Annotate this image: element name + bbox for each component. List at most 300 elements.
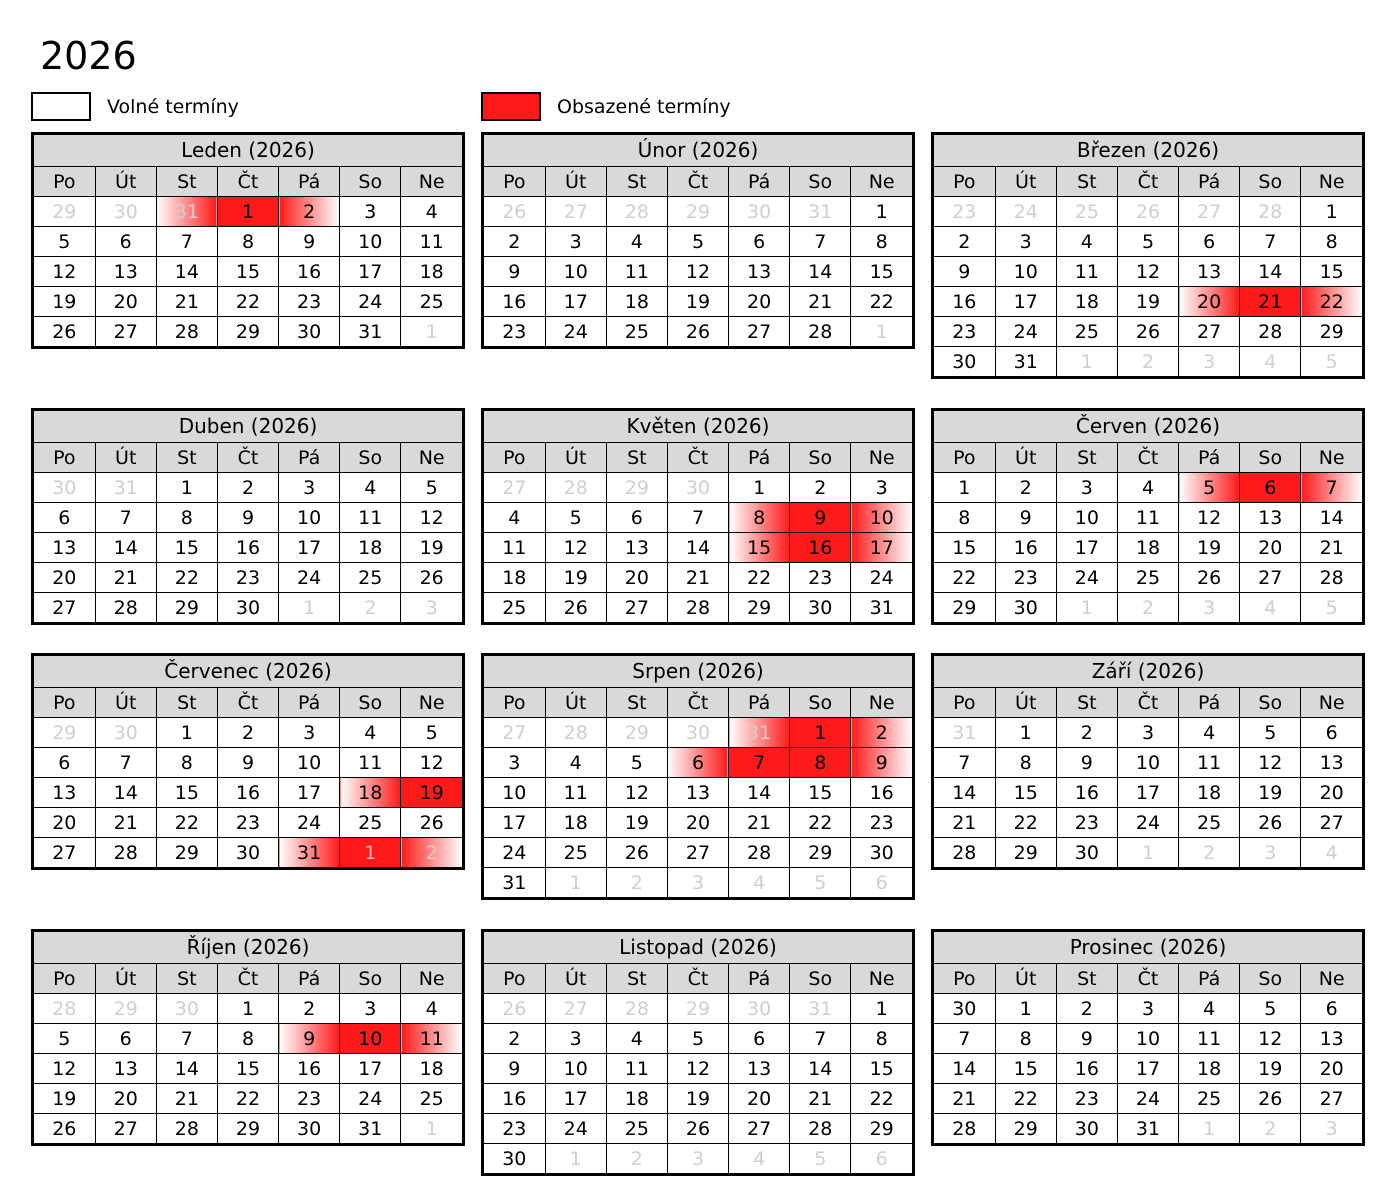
weekday-header: Po <box>934 167 995 197</box>
day-cell: 29 <box>995 838 1056 868</box>
day-cell: 29 <box>156 593 217 623</box>
weekday-header: So <box>1240 443 1301 473</box>
day-cell: 11 <box>1179 748 1240 778</box>
day-cell: 5 <box>1117 227 1178 257</box>
day-cell: 23 <box>279 1084 340 1114</box>
day-cell: 11 <box>1117 503 1178 533</box>
weekday-header: Čt <box>1117 964 1178 994</box>
day-cell: 25 <box>484 593 545 623</box>
weekday-header: Pá <box>279 688 340 718</box>
day-cell: 7 <box>1240 227 1301 257</box>
day-cell: 17 <box>1056 533 1117 563</box>
day-cell: 28 <box>156 1114 217 1144</box>
week-row <box>484 1084 912 1114</box>
day-cell: 13 <box>729 1054 790 1084</box>
day-cell: 4 <box>401 197 462 227</box>
day-cell: 29 <box>790 838 851 868</box>
day-cell: 21 <box>1301 533 1362 563</box>
day-cell: 30 <box>995 593 1056 623</box>
day-cell: 29 <box>729 593 790 623</box>
day-cell: 3 <box>667 1144 728 1174</box>
week-row <box>484 994 912 1024</box>
day-cell-busy: 6 <box>667 748 728 778</box>
week-row <box>934 533 1362 563</box>
week-row <box>34 778 462 808</box>
weekday-header: Út <box>995 688 1056 718</box>
day-cell: 18 <box>1117 533 1178 563</box>
day-cell: 30 <box>667 718 728 748</box>
day-cell: 20 <box>1240 533 1301 563</box>
day-cell: 12 <box>34 1054 95 1084</box>
day-cell: 2 <box>1179 838 1240 868</box>
day-cell: 6 <box>1301 718 1362 748</box>
day-cell: 31 <box>95 473 156 503</box>
day-cell: 28 <box>667 593 728 623</box>
day-cell: 29 <box>217 1114 278 1144</box>
day-cell: 30 <box>1056 1114 1117 1144</box>
day-cell: 2 <box>1117 347 1178 377</box>
day-cell: 4 <box>545 748 606 778</box>
month-title: Duben (2026) <box>34 411 462 443</box>
day-cell: 13 <box>1301 748 1362 778</box>
day-cell: 24 <box>279 808 340 838</box>
day-cell-busy: 9 <box>790 503 851 533</box>
day-cell: 2 <box>484 1024 545 1054</box>
day-cell: 4 <box>340 718 401 748</box>
week-row <box>934 718 1362 748</box>
day-cell: 9 <box>995 503 1056 533</box>
month-title: Listopad (2026) <box>484 932 912 964</box>
day-cell: 13 <box>606 533 667 563</box>
day-cell: 17 <box>340 1054 401 1084</box>
day-cell: 1 <box>217 994 278 1024</box>
week-row <box>34 503 462 533</box>
day-cell: 31 <box>995 347 1056 377</box>
day-cell: 22 <box>156 808 217 838</box>
day-cell: 31 <box>934 718 995 748</box>
weekday-header: Ne <box>401 167 462 197</box>
day-cell-busy: 31 <box>156 197 217 227</box>
week-row <box>484 718 912 748</box>
day-cell: 23 <box>1056 808 1117 838</box>
day-cell-busy: 6 <box>1240 473 1301 503</box>
day-cell: 27 <box>95 317 156 347</box>
day-cell: 31 <box>790 994 851 1024</box>
month-calendar <box>481 653 915 900</box>
week-row <box>484 1024 912 1054</box>
day-cell: 29 <box>606 718 667 748</box>
day-cell: 25 <box>1179 808 1240 838</box>
week-row <box>34 563 462 593</box>
month-title: Květen (2026) <box>484 411 912 443</box>
day-cell: 21 <box>790 1084 851 1114</box>
day-cell: 14 <box>729 778 790 808</box>
day-cell: 6 <box>34 503 95 533</box>
day-cell: 9 <box>1056 1024 1117 1054</box>
day-cell: 26 <box>1240 1084 1301 1114</box>
day-cell: 5 <box>545 503 606 533</box>
weekday-header: Ne <box>1301 443 1362 473</box>
day-cell: 3 <box>279 473 340 503</box>
day-cell: 23 <box>217 563 278 593</box>
weekday-header: Po <box>484 167 545 197</box>
day-cell: 20 <box>729 287 790 317</box>
day-cell: 29 <box>667 197 728 227</box>
weekday-header: Út <box>95 688 156 718</box>
day-cell: 16 <box>279 1054 340 1084</box>
day-cell-busy: 10 <box>851 503 912 533</box>
day-cell: 7 <box>790 1024 851 1054</box>
weekday-header: So <box>340 964 401 994</box>
day-cell: 5 <box>667 227 728 257</box>
day-cell: 17 <box>545 287 606 317</box>
week-row <box>934 838 1362 868</box>
day-cell: 12 <box>545 533 606 563</box>
day-cell: 1 <box>156 473 217 503</box>
day-cell: 1 <box>1301 197 1362 227</box>
day-cell-busy: 16 <box>790 533 851 563</box>
day-cell: 2 <box>934 227 995 257</box>
day-cell: 30 <box>729 994 790 1024</box>
day-cell: 3 <box>484 748 545 778</box>
weekday-header: Po <box>484 688 545 718</box>
day-cell: 19 <box>401 533 462 563</box>
week-row <box>934 808 1362 838</box>
day-cell: 21 <box>729 808 790 838</box>
day-cell: 23 <box>995 563 1056 593</box>
day-cell: 15 <box>217 1054 278 1084</box>
day-cell: 1 <box>1056 593 1117 623</box>
day-cell: 25 <box>606 1114 667 1144</box>
day-cell: 3 <box>1179 593 1240 623</box>
week-row <box>934 347 1362 377</box>
day-cell: 24 <box>340 287 401 317</box>
day-cell: 15 <box>156 778 217 808</box>
legend-free-label: Volné termíny <box>107 95 239 118</box>
day-cell: 9 <box>484 257 545 287</box>
day-cell-busy: 7 <box>729 748 790 778</box>
day-cell: 3 <box>401 593 462 623</box>
day-cell-busy: 22 <box>1301 287 1362 317</box>
day-cell: 3 <box>1301 1114 1362 1144</box>
day-cell: 13 <box>667 778 728 808</box>
day-cell: 14 <box>1301 503 1362 533</box>
day-cell: 8 <box>217 227 278 257</box>
week-row <box>34 718 462 748</box>
day-cell: 1 <box>1117 838 1178 868</box>
day-cell-busy: 17 <box>851 533 912 563</box>
day-cell: 29 <box>156 838 217 868</box>
month-title: Prosinec (2026) <box>934 932 1362 964</box>
day-cell: 14 <box>790 1054 851 1084</box>
day-cell-busy: 10 <box>340 1024 401 1054</box>
month-calendar <box>481 929 915 1176</box>
day-cell: 19 <box>1240 1054 1301 1084</box>
week-row <box>934 778 1362 808</box>
week-row <box>34 227 462 257</box>
day-cell: 20 <box>1301 1054 1362 1084</box>
day-cell: 16 <box>1056 778 1117 808</box>
day-cell: 19 <box>1240 778 1301 808</box>
day-cell: 12 <box>1240 1024 1301 1054</box>
year-title: 2026 <box>40 34 137 78</box>
day-cell: 11 <box>340 748 401 778</box>
day-cell: 3 <box>545 1024 606 1054</box>
day-cell: 4 <box>1240 347 1301 377</box>
week-row <box>484 287 912 317</box>
day-cell: 18 <box>1179 1054 1240 1084</box>
weekday-header: Po <box>934 443 995 473</box>
weekday-header: Út <box>995 443 1056 473</box>
day-cell: 1 <box>279 593 340 623</box>
week-row <box>34 533 462 563</box>
day-cell: 2 <box>790 473 851 503</box>
day-cell: 21 <box>790 287 851 317</box>
day-cell: 20 <box>34 808 95 838</box>
day-cell: 27 <box>484 718 545 748</box>
day-cell: 29 <box>34 718 95 748</box>
month-title: Červenec (2026) <box>34 656 462 688</box>
day-cell: 31 <box>340 317 401 347</box>
day-cell: 14 <box>95 533 156 563</box>
day-cell: 24 <box>545 317 606 347</box>
weekday-header: St <box>1056 964 1117 994</box>
week-row <box>34 1114 462 1144</box>
day-cell: 13 <box>34 533 95 563</box>
day-cell: 29 <box>934 593 995 623</box>
day-cell: 26 <box>545 593 606 623</box>
day-cell: 27 <box>606 593 667 623</box>
day-cell: 18 <box>1179 778 1240 808</box>
weekday-header: Po <box>34 443 95 473</box>
month-calendar <box>31 653 465 870</box>
day-cell: 10 <box>340 227 401 257</box>
day-cell: 27 <box>545 197 606 227</box>
day-cell: 25 <box>340 563 401 593</box>
day-cell-busy: 5 <box>1179 473 1240 503</box>
day-cell: 24 <box>545 1114 606 1144</box>
day-cell: 19 <box>1179 533 1240 563</box>
weekday-header: Pá <box>279 443 340 473</box>
day-cell: 16 <box>934 287 995 317</box>
day-cell: 14 <box>934 1054 995 1084</box>
day-cell: 19 <box>606 808 667 838</box>
day-cell: 15 <box>217 257 278 287</box>
day-cell: 3 <box>1179 347 1240 377</box>
week-row <box>934 473 1362 503</box>
weekday-header: Pá <box>1179 688 1240 718</box>
day-cell: 4 <box>606 1024 667 1054</box>
weekday-header: Po <box>934 964 995 994</box>
day-cell: 10 <box>545 1054 606 1084</box>
weekday-header: Ne <box>1301 688 1362 718</box>
weekday-header: Ne <box>401 443 462 473</box>
day-cell: 3 <box>340 197 401 227</box>
month-title: Srpen (2026) <box>484 656 912 688</box>
day-cell: 29 <box>667 994 728 1024</box>
day-cell: 6 <box>95 227 156 257</box>
day-cell: 28 <box>790 317 851 347</box>
day-cell: 22 <box>934 563 995 593</box>
weekday-header: Út <box>545 443 606 473</box>
day-cell: 3 <box>340 994 401 1024</box>
weekday-header: Čt <box>667 167 728 197</box>
day-cell: 11 <box>1056 257 1117 287</box>
weekday-header: Út <box>995 964 1056 994</box>
week-row <box>484 1114 912 1144</box>
day-cell: 18 <box>340 533 401 563</box>
day-cell: 31 <box>790 197 851 227</box>
day-cell: 21 <box>95 563 156 593</box>
week-row <box>484 197 912 227</box>
day-cell: 3 <box>995 227 1056 257</box>
day-cell: 10 <box>279 503 340 533</box>
weekday-header: Po <box>34 964 95 994</box>
day-cell-busy: 31 <box>279 838 340 868</box>
day-cell: 1 <box>851 994 912 1024</box>
weekday-header: Út <box>95 443 156 473</box>
day-cell: 26 <box>401 563 462 593</box>
day-cell-busy: 8 <box>790 748 851 778</box>
day-cell: 24 <box>1056 563 1117 593</box>
day-cell: 2 <box>1240 1114 1301 1144</box>
day-cell: 11 <box>484 533 545 563</box>
day-cell: 9 <box>1056 748 1117 778</box>
day-cell: 28 <box>934 838 995 868</box>
week-row <box>484 317 912 347</box>
day-cell: 18 <box>545 808 606 838</box>
weekday-header: Ne <box>851 443 912 473</box>
day-cell: 7 <box>934 1024 995 1054</box>
day-cell: 28 <box>95 593 156 623</box>
day-cell: 24 <box>1117 808 1178 838</box>
weekday-header: St <box>156 964 217 994</box>
day-cell: 21 <box>934 808 995 838</box>
day-cell: 23 <box>484 317 545 347</box>
day-cell: 19 <box>34 1084 95 1114</box>
day-cell: 12 <box>1240 748 1301 778</box>
weekday-header: St <box>1056 167 1117 197</box>
week-row <box>934 1084 1362 1114</box>
day-cell: 25 <box>340 808 401 838</box>
day-cell: 6 <box>1301 994 1362 1024</box>
day-cell: 1 <box>995 718 1056 748</box>
day-cell: 29 <box>606 473 667 503</box>
day-cell: 5 <box>1301 593 1362 623</box>
day-cell-busy: 9 <box>279 1024 340 1054</box>
day-cell-busy: 15 <box>729 533 790 563</box>
day-cell-busy: 1 <box>340 838 401 868</box>
weekday-header: Po <box>34 688 95 718</box>
day-cell: 17 <box>545 1084 606 1114</box>
day-cell: 6 <box>851 1144 912 1174</box>
day-cell: 3 <box>279 718 340 748</box>
weekday-header: Čt <box>1117 443 1178 473</box>
day-cell: 1 <box>545 1144 606 1174</box>
day-cell: 14 <box>156 257 217 287</box>
week-row <box>934 593 1362 623</box>
weekday-header: Ne <box>851 688 912 718</box>
weekday-header: Pá <box>279 167 340 197</box>
week-row <box>934 1054 1362 1084</box>
day-cell: 16 <box>484 287 545 317</box>
day-cell: 4 <box>484 503 545 533</box>
day-cell: 14 <box>156 1054 217 1084</box>
day-cell: 19 <box>1117 287 1178 317</box>
weekday-header: St <box>156 688 217 718</box>
day-cell: 14 <box>1240 257 1301 287</box>
day-cell: 12 <box>1179 503 1240 533</box>
day-cell: 29 <box>995 1114 1056 1144</box>
weekday-header: Ne <box>401 964 462 994</box>
day-cell: 13 <box>729 257 790 287</box>
day-cell: 12 <box>1117 257 1178 287</box>
day-cell: 8 <box>217 1024 278 1054</box>
week-row <box>484 808 912 838</box>
month-title: Červen (2026) <box>934 411 1362 443</box>
day-cell: 24 <box>484 838 545 868</box>
day-cell: 5 <box>34 227 95 257</box>
day-cell: 21 <box>156 1084 217 1114</box>
day-cell: 2 <box>217 473 278 503</box>
day-cell: 27 <box>34 593 95 623</box>
day-cell: 2 <box>606 1144 667 1174</box>
weekday-header: Út <box>995 167 1056 197</box>
day-cell: 23 <box>217 808 278 838</box>
weekday-header: Ne <box>851 964 912 994</box>
day-cell: 24 <box>995 317 1056 347</box>
day-cell: 30 <box>667 473 728 503</box>
day-cell: 4 <box>1179 994 1240 1024</box>
day-cell: 13 <box>95 257 156 287</box>
weekday-header: So <box>340 167 401 197</box>
day-cell: 30 <box>279 317 340 347</box>
weekday-header: Čt <box>667 443 728 473</box>
day-cell: 28 <box>545 718 606 748</box>
day-cell: 10 <box>995 257 1056 287</box>
day-cell: 30 <box>217 593 278 623</box>
day-cell: 30 <box>95 197 156 227</box>
week-row <box>34 1084 462 1114</box>
day-cell: 4 <box>1301 838 1362 868</box>
day-cell: 16 <box>1056 1054 1117 1084</box>
day-cell-busy: 2 <box>401 838 462 868</box>
weekday-header: Pá <box>729 688 790 718</box>
week-row <box>34 257 462 287</box>
day-cell: 4 <box>1056 227 1117 257</box>
weekday-header: Pá <box>279 964 340 994</box>
day-cell: 14 <box>790 257 851 287</box>
day-cell: 29 <box>217 317 278 347</box>
day-cell: 15 <box>851 1054 912 1084</box>
day-cell: 10 <box>279 748 340 778</box>
day-cell: 2 <box>606 868 667 898</box>
day-cell: 22 <box>217 1084 278 1114</box>
weekday-header: Ne <box>1301 964 1362 994</box>
day-cell-busy: 1 <box>217 197 278 227</box>
day-cell: 8 <box>1301 227 1362 257</box>
day-cell-busy: 1 <box>790 718 851 748</box>
day-cell: 24 <box>1117 1084 1178 1114</box>
day-cell: 12 <box>34 257 95 287</box>
month-title: Únor (2026) <box>484 135 912 167</box>
day-cell: 7 <box>790 227 851 257</box>
day-cell: 19 <box>667 287 728 317</box>
month-calendar <box>481 408 915 625</box>
day-cell: 15 <box>1301 257 1362 287</box>
day-cell: 10 <box>1056 503 1117 533</box>
day-cell: 26 <box>1240 808 1301 838</box>
